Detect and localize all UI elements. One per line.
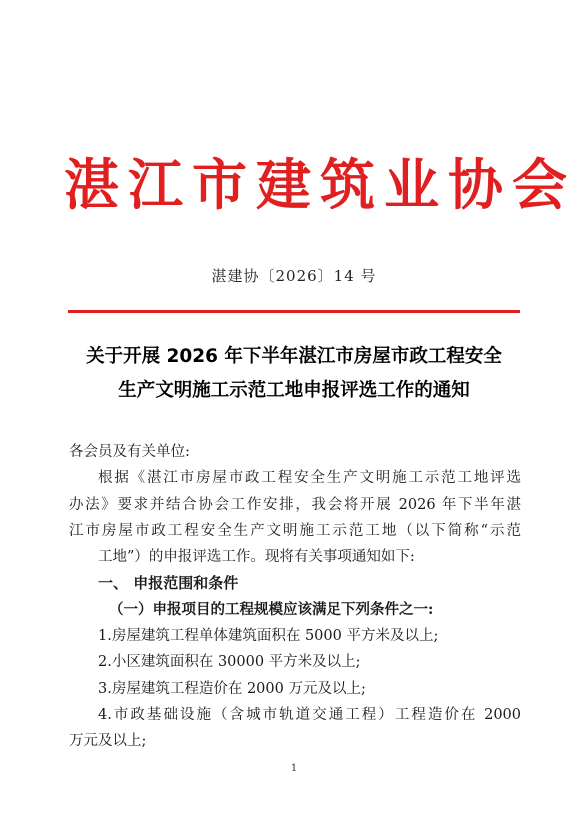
intro-line-4: 工地”）的申报评选工作。现将有关事项通知如下: <box>98 549 415 566</box>
intro-line-3: 江市房屋市政工程安全生产文明施工示范工地（以下简称“示范 <box>69 522 521 539</box>
condition-4-line-2: 万元及以上; <box>69 733 147 750</box>
notice-title <box>68 340 520 408</box>
page-number: 1 <box>290 763 298 774</box>
subsection-1-heading: （一）申报项目的工程规模应该满足下列条件之一: <box>109 600 434 618</box>
red-divider-line <box>68 310 520 313</box>
intro-line-2: 办法》要求并结合协会工作安排，我会将开展 2026 年下半年湛 <box>69 496 521 513</box>
condition-3: 3.房屋建筑工程造价在 2000 万元及以上; <box>98 680 366 697</box>
notice-body <box>69 439 521 755</box>
condition-2: 2.小区建筑面积在 30000 平方米及以上; <box>98 654 361 671</box>
document-number: 湛建协〔2026〕14 号 <box>211 267 377 285</box>
salutation: 各会员及有关单位: <box>69 444 190 460</box>
notice-title-line-2: 生产文明施工示范工地申报评选工作的通知 <box>118 380 470 401</box>
intro-line-1: 根据《湛江市房屋市政工程安全生产文明施工示范工地评选 <box>98 470 521 487</box>
condition-1: 1.房屋建筑工程单体建筑面积在 5000 平方米及以上; <box>98 628 439 645</box>
condition-4-line-1: 4.市政基础设施（含城市轨道交通工程）工程造价在 2000 <box>98 706 521 723</box>
organization-masthead: 湛江市建筑业协会 <box>64 153 577 217</box>
notice-title-line-1: 关于开展 2026 年下半年湛江市房屋市政工程安全 <box>86 346 502 367</box>
section-1-heading: 一、 申报范围和条件 <box>98 574 239 593</box>
